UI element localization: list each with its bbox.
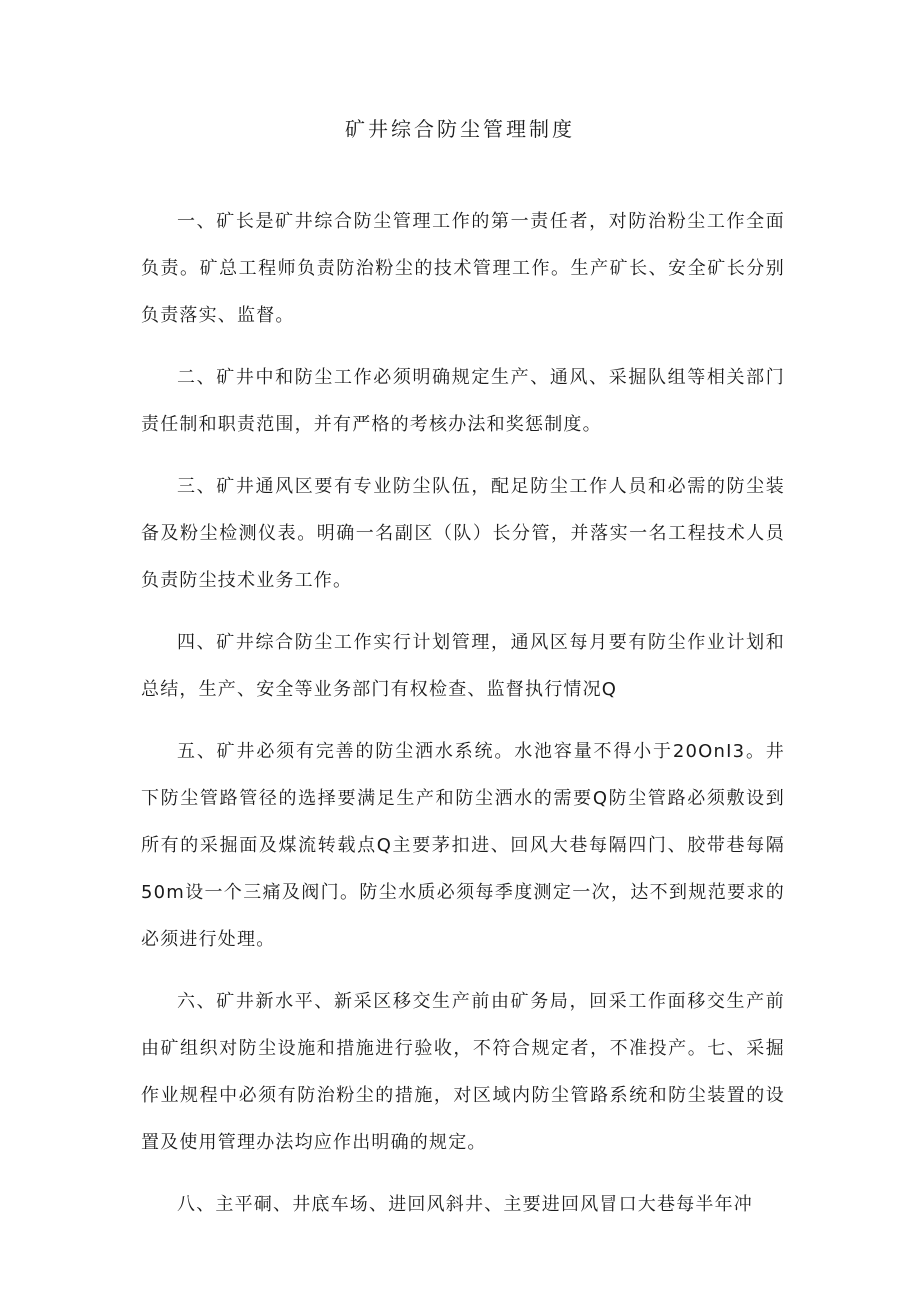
document-body <box>141 198 785 1243</box>
paragraph-3: 三、矿井通风区要有专业防尘队伍，配足防尘工作人员和必需的防尘装备及粉尘检测仪表。明确一名副区（队）长分管，并落实一名工程技术人员负责防尘技术业务工作。 <box>141 476 785 591</box>
paragraph-5: 五、矿井必须有完善的防尘洒水系统。水池容量不得小于20OnI3。井下防尘管路管径的选择要满足生产和防尘洒水的需要Q防尘管路必须敷设到所有的采掘面及煤流转载点Q主要茅扣进、回风大巷每隔四门、胶带巷每隔50m设一个三痛及阀门。防尘水质必须每季度测定一次，达不到规范要求的必须进行处理。 <box>141 741 785 950</box>
document-title: 矿井综合防尘管理制度 <box>345 117 575 141</box>
paragraph-4: 四、矿井综合防尘工作实行计划管理，通风区每月要有防尘作业计划和总结，生产、安全等业务部门有权检查、监督执行情况Q <box>141 632 785 700</box>
paragraph-1: 一、矿长是矿井综合防尘管理工作的第一责任者，对防治粉尘工作全面负责。矿总工程师负责防治粉尘的技术管理工作。生产矿长、安全矿长分别负责落实、监督。 <box>141 211 785 326</box>
paragraph-6: 六、矿井新水平、新采区移交生产前由矿务局，回采工作面移交生产前由矿组织对防尘设施和措施进行验收，不符合规定者，不准投产。七、采掘作业规程中必须有防治粉尘的措施，对区域内防尘管路系统和防尘装置的设置及使用管理办法均应作出明确的规定。 <box>141 991 785 1153</box>
paragraph-2: 二、矿井中和防尘工作必须明确规定生产、通风、采掘队组等相关部门责任制和职责范围，并有严格的考核办法和奖惩制度。 <box>141 367 785 435</box>
paragraph-7: 八、主平硐、井底车场、进回风斜井、主要进回风冒口大巷每半年冲 <box>177 1194 753 1215</box>
